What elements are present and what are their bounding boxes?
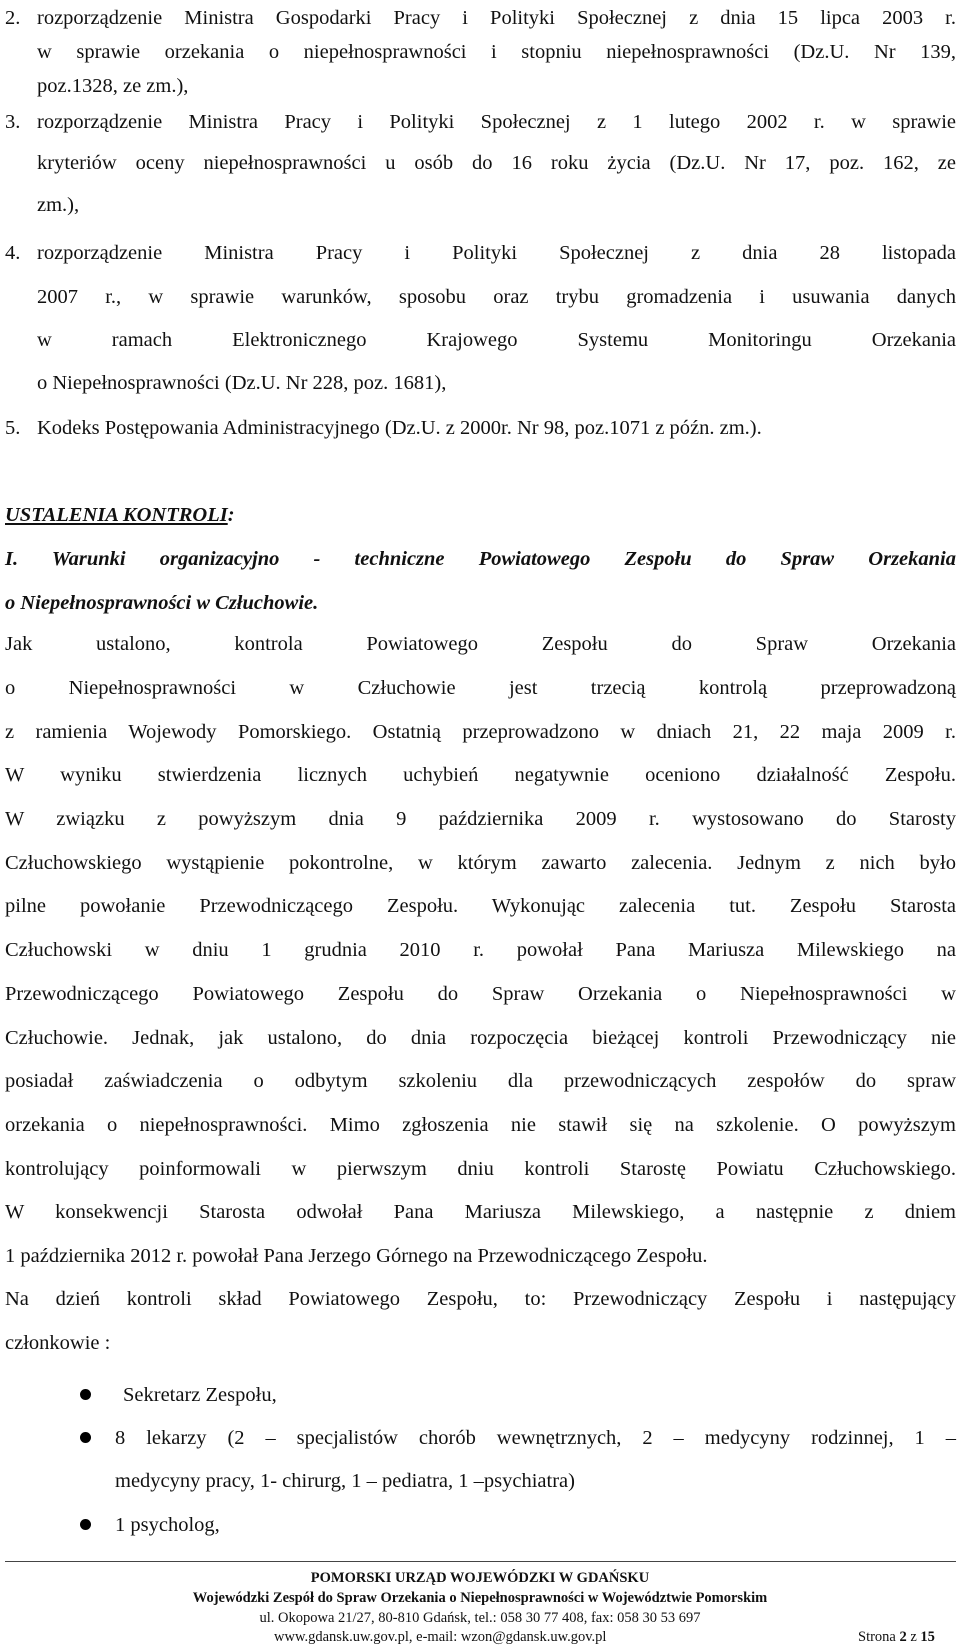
bullet-icon [80,1432,91,1443]
list-text: rozporządzenie Ministra Gospodarki Pracy i Polityki Społecznej z dnia 15 lipca 2003 r. [37,7,956,29]
section-heading [0,541,960,577]
paragraph-text: W wyniku stwierdzenia licznych uchybień negatywnie oceniono działalność Zespołu. [5,764,956,786]
list-number: 3. [5,111,21,133]
paragraph-line [0,670,960,706]
findings-heading-text: USTALENIA KONTROLI [5,504,228,526]
paragraph-text: Człuchowskiego wystąpienie pokontrolne, w którym zawarto zalecenia. Jednym z nich było [5,852,956,874]
paragraph-line [0,845,960,881]
paragraph-line [0,1325,960,1361]
paragraph-line [0,1194,960,1230]
section-heading-line: I. Warunki organizacyjno - techniczne Powiatowego Zespołu do Spraw Orzekania [5,548,956,570]
footer-page-number [858,1627,935,1647]
paragraph-text: Jak ustalono, kontrola Powiatowego Zespołu do Spraw Orzekania [5,633,956,655]
list-item-line [0,1463,960,1499]
paragraph-text: Na dzień kontroli skład Powiatowego Zespołu, to: Przewodniczący Zespołu i następujący [5,1288,956,1310]
list-item [0,1507,960,1543]
findings-heading [0,497,960,533]
paragraph-line [0,976,960,1012]
list-item-line [0,187,960,223]
paragraph-text: Człuchowski w dniu 1 grudnia 2010 r. powołał Pana Mariusza Milewskiego na [5,939,956,961]
list-item [0,1377,960,1413]
list-item [0,1420,960,1456]
paragraph-line [0,1107,960,1143]
paragraph-line [0,1238,960,1274]
list-item [0,235,960,271]
list-item-line [0,34,960,70]
list-item-line [0,322,960,358]
list-text: o Niepełnosprawności (Dz.U. Nr 228, poz. 1681), [37,372,447,394]
list-text: Sekretarz Zespołu, [123,1384,277,1406]
list-item-line [0,145,960,181]
list-text: zm.), [37,194,80,216]
paragraph-line [0,757,960,793]
section-heading-line [0,585,960,621]
page-current: 2 [899,1629,907,1645]
bullet-icon [80,1519,91,1530]
findings-heading-colon: : [227,504,235,526]
paragraph-line [0,1281,960,1317]
paragraph-text: Przewodniczącego Powiatowego Zespołu do Spraw Orzekania o Niepełnosprawności w [5,983,956,1005]
list-text: w ramach Elektronicznego Krajowego Systemu Monitoringu Orzekania [37,329,956,351]
list-text: rozporządzenie Ministra Pracy i Polityki Społecznej z 1 lutego 2002 r. w sprawie [37,111,956,133]
list-text: poz.1328, ze zm.), [37,75,189,97]
footer-team: Wojewódzki Zespół do Spraw Orzekania o Niepełnosprawności w Województwie Pomorskim [192,1590,768,1606]
page-word: Strona [858,1629,896,1645]
paragraph-text: W konsekwencji Starosta odwołał Pana Mariusza Milewskiego, a następnie z dniem [5,1201,956,1223]
paragraph-line [0,626,960,662]
list-text: Kodeks Postępowania Administracyjnego (Dz.U. z 2000r. Nr 98, poz.1071 z późn. zm.). [37,417,762,439]
list-item-line [0,68,960,104]
list-text: kryteriów oceny niepełnosprawności u osób do 16 roku życia (Dz.U. Nr 17, poz. 162, ze [37,152,956,174]
paragraph-line [0,1020,960,1056]
paragraph-line [0,888,960,924]
bullet-icon [80,1389,91,1400]
list-text: rozporządzenie Ministra Pracy i Polityki Społecznej z dnia 28 listopada [37,242,956,264]
paragraph-text: pilne powołanie Przewodniczącego Zespołu. Wykonując zalecenia tut. Zespołu Starosta [5,895,956,917]
paragraph-line [0,1151,960,1187]
paragraph-text: członkowie : [5,1332,111,1354]
list-item-line [0,365,960,401]
list-number: 4. [5,242,21,264]
list-item [0,410,960,446]
section-heading-line: o Niepełnosprawności w Człuchowie. [5,592,319,614]
paragraph-text: posiadał zaświadczenia o odbytym szkoleniu dla przewodniczących zespołów do spraw [5,1070,956,1092]
footer-office: POMORSKI URZĄD WOJEWÓDZKI W GDAŃSKU [310,1570,650,1586]
list-text: 1 psycholog, [115,1514,220,1536]
list-item [0,104,960,140]
paragraph-text: W związku z powyższym dnia 9 października 2009 r. wystosowano do Starosty [5,808,956,830]
paragraph-text: Człuchowie. Jednak, jak ustalono, do dnia rozpoczęcia bieżącej kontroli Przewodniczący nie [5,1027,956,1049]
paragraph-text: o Niepełnosprawności w Człuchowie jest trzecią kontrolą przeprowadzoną [5,677,956,699]
list-text: medycyny pracy, 1- chirurg, 1 – pediatra, 1 –psychiatra) [115,1470,575,1492]
paragraph-line [0,1063,960,1099]
page-of: z [910,1629,917,1645]
paragraph-line [0,801,960,837]
footer-web-email: www.gdansk.uw.gov.pl, e-mail: wzon@gdansk.uw.gov.pl [274,1629,607,1645]
list-item-line [0,279,960,315]
list-number: 2. [5,7,21,29]
paragraph-line [0,714,960,750]
paragraph-line [0,932,960,968]
paragraph-text: orzekania o niepełnosprawności. Mimo zgłoszenia nie stawił się na szkolenie. O powyższym [5,1114,956,1136]
list-number: 5. [5,417,21,439]
paragraph-text: kontrolujący poinformowali w pierwszym dniu kontroli Starostę Powiatu Człuchowskiego. [5,1158,956,1180]
paragraph-text: z ramienia Wojewody Pomorskiego. Ostatnią przeprowadzono w dniach 21, 22 maja 2009 r. [5,721,956,743]
list-text: 2007 r., w sprawie warunków, sposobu oraz trybu gromadzenia i usuwania danych [37,286,956,308]
list-text: w sprawie orzekania o niepełnosprawności i stopniu niepełnosprawności (Dz.U. Nr 139, [37,41,956,63]
footer-divider [5,1561,956,1562]
footer-address: ul. Okopowa 21/27, 80-810 Gdańsk, tel.: 058 30 77 408, fax: 058 30 53 697 [259,1610,701,1626]
paragraph-text: 1 października 2012 r. powołał Pana Jerzego Górnego na Przewodniczącego Zespołu. [5,1245,708,1267]
page-total: 15 [920,1629,935,1645]
list-item [0,0,960,36]
list-text: 8 lekarzy (2 – specjalistów chorób wewnętrznych, 2 – medycyny rodzinnej, 1 – [115,1427,956,1449]
